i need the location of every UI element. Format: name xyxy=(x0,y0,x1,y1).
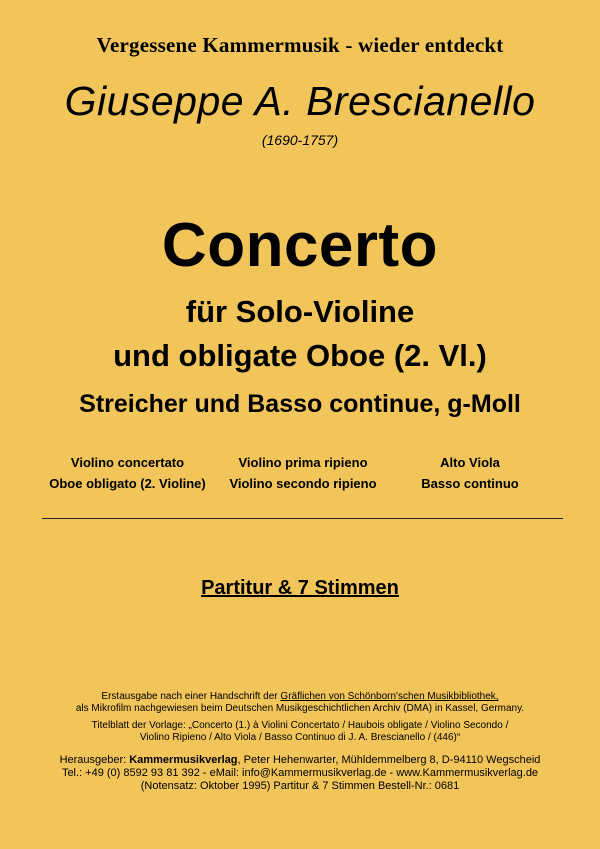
subtitle-oboe: und obligate Oboe (2. Vl.) xyxy=(113,338,487,373)
library-link: Gräflichen von Schönborn'schen Musikbibliothek, xyxy=(280,691,499,702)
composer-dates: (1690-1757) xyxy=(261,132,339,148)
series-title: Vergessene Kammermusik - wieder entdeckt xyxy=(96,33,504,57)
instrument-alto-viola: Alto Viola xyxy=(440,455,500,470)
publisher-order: (Notensatz: Oktober 1995) Partitur & 7 Stimmen Bestell-Nr.: 0681 xyxy=(140,780,460,792)
instrument-violino-prima: Violino prima ripieno xyxy=(238,455,368,470)
instrument-violino-concertato: Violino concertato xyxy=(70,455,185,470)
publisher-line-1 xyxy=(0,754,600,766)
composer-name: Giuseppe A. Brescianello xyxy=(64,78,536,124)
source-line-3: Titelblatt der Vorlage: „Concerto (1.) à Violini Concertato / Haubois obligate / Violino Secondo / xyxy=(91,720,509,731)
subtitle-solo: für Solo-Violine xyxy=(185,294,415,329)
edition-text: Partitur & 7 Stimmen xyxy=(201,577,399,599)
publisher-name: Kammermusikverlag xyxy=(129,754,238,766)
source-line-4: Violino Ripieno / Alto Viola / Basso Continuo di J. A. Brescianello / (446)“ xyxy=(139,732,461,743)
source-prefix: Erstausgabe nach einer Handschrift der xyxy=(101,691,281,702)
publisher-contact: Tel.: +49 (0) 8592 93 81 392 - eMail: info@Kammermusikverlag.de - www.Kammermusikverlag.de xyxy=(61,767,539,779)
publisher-address: , Peter Hehenwarter, Mühldemmelberg 8, D-94110 Wegscheid xyxy=(237,754,541,766)
edition-label xyxy=(0,577,600,600)
instrument-oboe-obligato: Oboe obligato (2. Violine) xyxy=(49,476,206,491)
source-line-1 xyxy=(0,691,600,703)
subtitle-strings: Streicher und Basso continue, g-Moll xyxy=(79,390,521,418)
divider-line xyxy=(42,518,563,519)
instrument-basso-continuo: Basso continuo xyxy=(421,476,519,491)
publisher-prefix: Herausgeber: xyxy=(59,754,130,766)
source-line-2: als Mikrofilm nachgewiesen beim Deutschen Musikgeschichtlichen Archiv (DMA) in Kassel, Germany. xyxy=(75,703,525,714)
work-title: Concerto xyxy=(161,211,439,280)
instrument-violino-secondo: Violino secondo ripieno xyxy=(229,476,377,491)
